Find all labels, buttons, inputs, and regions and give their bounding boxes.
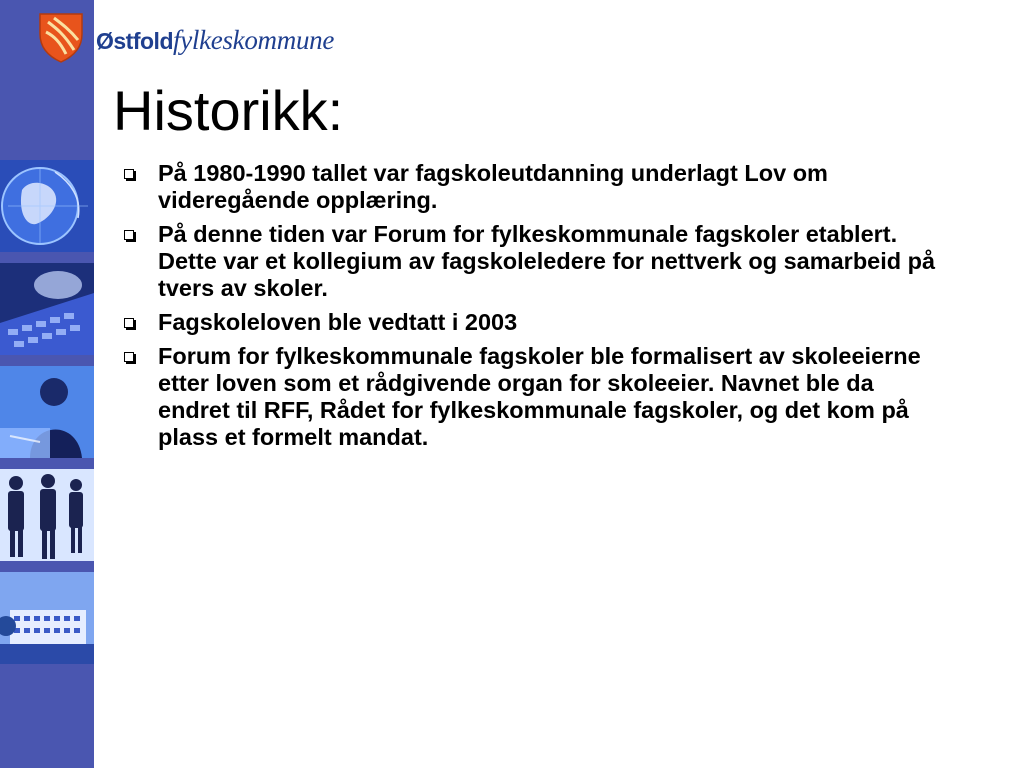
bullet-list bbox=[120, 160, 950, 458]
logo bbox=[38, 12, 334, 69]
organization-name-italic: fylkeskommune bbox=[173, 25, 335, 55]
square-bullet-icon bbox=[124, 318, 134, 328]
person-at-desk-photo bbox=[0, 366, 94, 458]
building-photo bbox=[0, 572, 94, 664]
bullet-item bbox=[120, 221, 950, 302]
bullet-text: Fagskoleloven ble vedtatt i 2003 bbox=[158, 309, 518, 335]
business-people-photo bbox=[0, 469, 94, 561]
bullet-item bbox=[120, 343, 950, 451]
organization-name bbox=[96, 27, 334, 54]
organization-name-bold: Østfold bbox=[96, 28, 173, 54]
square-bullet-icon bbox=[124, 169, 134, 179]
keyboard-photo bbox=[0, 263, 94, 355]
slide-title: Historikk: bbox=[113, 79, 344, 142]
sidebar bbox=[0, 0, 94, 768]
bullet-text: På 1980-1990 tallet var fagskoleutdanning underlagt Lov om videregående opplæring. bbox=[158, 160, 828, 213]
bullet-item bbox=[120, 160, 950, 214]
square-bullet-icon bbox=[124, 230, 134, 240]
bullet-text: Forum for fylkeskommunale fagskoler ble formalisert av skoleeierne etter loven som et rådgivende organ for skoleeier. Navnet ble da endret til RFF, Rådet for fylkeskommunale fagskoler, og det kom på plass et formelt mandat. bbox=[158, 343, 921, 450]
bullet-text: På denne tiden var Forum for fylkeskommunale fagskoler etablert. Dette var et kollegium av fagskoleledere for nettverk og samarbeid på tvers av skoler. bbox=[158, 221, 936, 301]
bullet-item bbox=[120, 309, 950, 336]
globe-photo bbox=[0, 160, 94, 252]
coat-of-arms-icon bbox=[38, 12, 84, 69]
square-bullet-icon bbox=[124, 352, 134, 362]
